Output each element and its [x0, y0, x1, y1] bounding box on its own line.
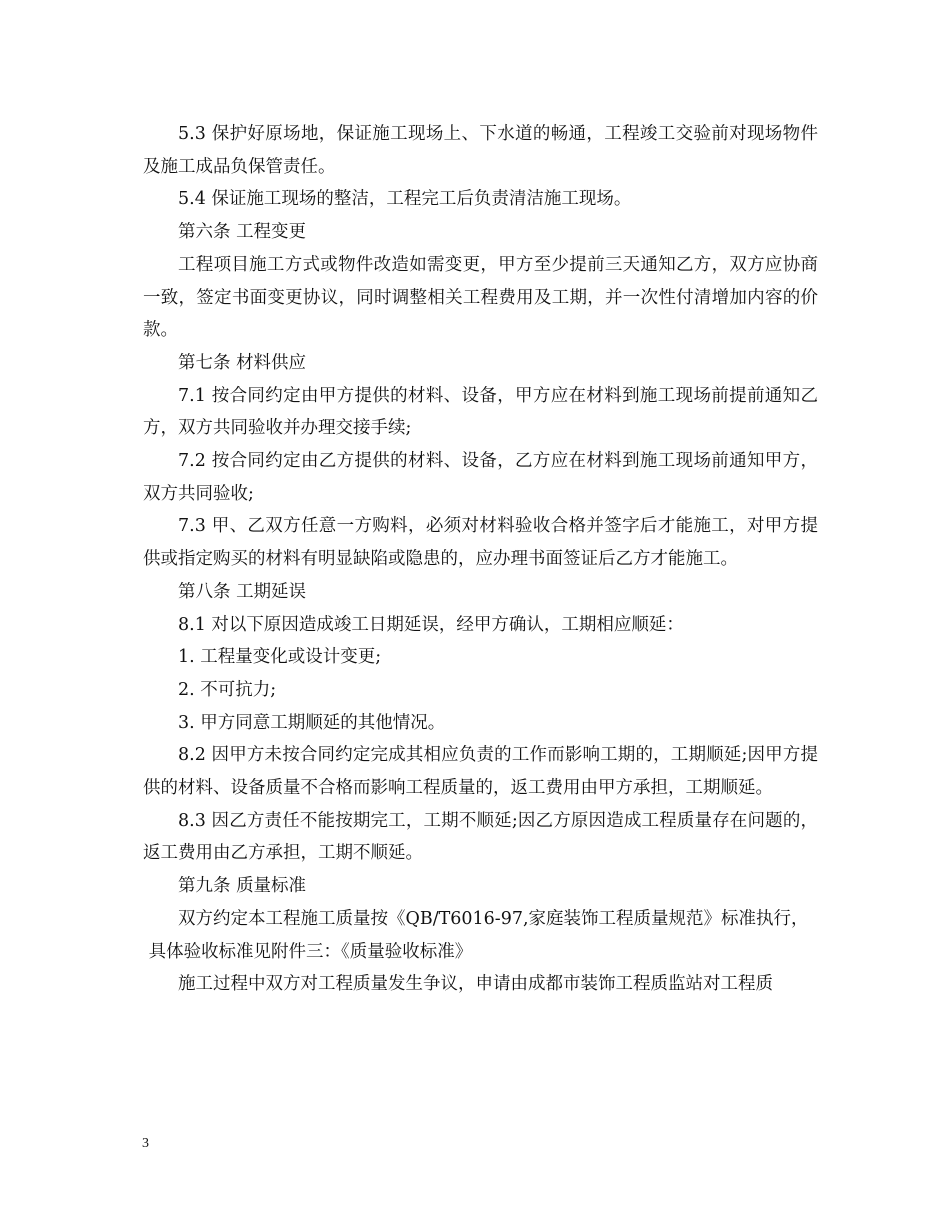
article-9-dispute: 施工过程中双方对工程质量发生争议，申请由成都市装饰工程质监站对工程质	[178, 974, 773, 995]
article-7-heading: 第七条 材料供应	[178, 352, 307, 373]
clause-7-3: 7.3 甲、乙双方任意一方购料，必须对材料验收合格并签字后才能施工，对甲方提供或指定购买的材料有明显缺陷或隐患的，应办理书面签证后乙方才能施工。	[143, 516, 818, 570]
clause-5-3: 5.3 保护好原场地，保证施工现场上、下水道的畅通，工程竣工交验前对现场物件及施工成品负保管责任。	[143, 124, 818, 177]
list-item: 2. 不可抗力;	[178, 679, 277, 700]
article-9-body-continued: 具体验收标准见附件三：《质量验收标准》	[143, 941, 473, 962]
article-9-heading: 第九条 质量标准	[178, 876, 307, 897]
article-8-heading: 第八条 工期延误	[178, 581, 307, 602]
article-6-body: 工程项目施工方式或物件改造如需变更，甲方至少提前三天通知乙方，双方应协商一致，签定书面变更协议，同时调整相关工程费用及工期，并一次性付清增加内容的价款。	[143, 254, 818, 341]
list-item: 1. 工程量变化或设计变更;	[178, 647, 382, 668]
document-body	[143, 118, 818, 1001]
clause-7-2: 7.2 按合同约定由乙方提供的材料、设备，乙方应在材料到施工现场前通知甲方，双方共同验收;	[143, 451, 818, 504]
clause-8-1: 8.1 对以下原因造成竣工日期延误，经甲方确认，工期相应顺延：	[178, 614, 684, 635]
clause-8-2: 8.2 因甲方未按合同约定完成其相应负责的工作而影响工期的，工期顺延;因甲方提供的材料、设备质量不合格而影响工程质量的，返工费用由甲方承担，工期顺延。	[143, 745, 818, 799]
clause-7-1: 7.1 按合同约定由甲方提供的材料、设备，甲方应在材料到施工现场前提前通知乙方，双方共同验收并办理交接手续;	[143, 385, 818, 439]
list-item: 3. 甲方同意工期顺延的其他情况。	[178, 712, 446, 733]
page-number: 3	[142, 1136, 149, 1151]
article-6-heading: 第六条 工程变更	[178, 222, 307, 243]
clause-8-3: 8.3 因乙方责任不能按期完工，工期不顺延;因乙方原因造成工程质量存在问题的，返工费用由乙方承担，工期不顺延。	[143, 810, 818, 864]
clause-5-4: 5.4 保证施工现场的整洁，工程完工后负责清洁施工现场。	[178, 189, 632, 210]
article-9-body: 双方约定本工程施工质量按《QB/T6016-97,家庭装饰工程质量规范》标准执行，	[178, 908, 809, 929]
